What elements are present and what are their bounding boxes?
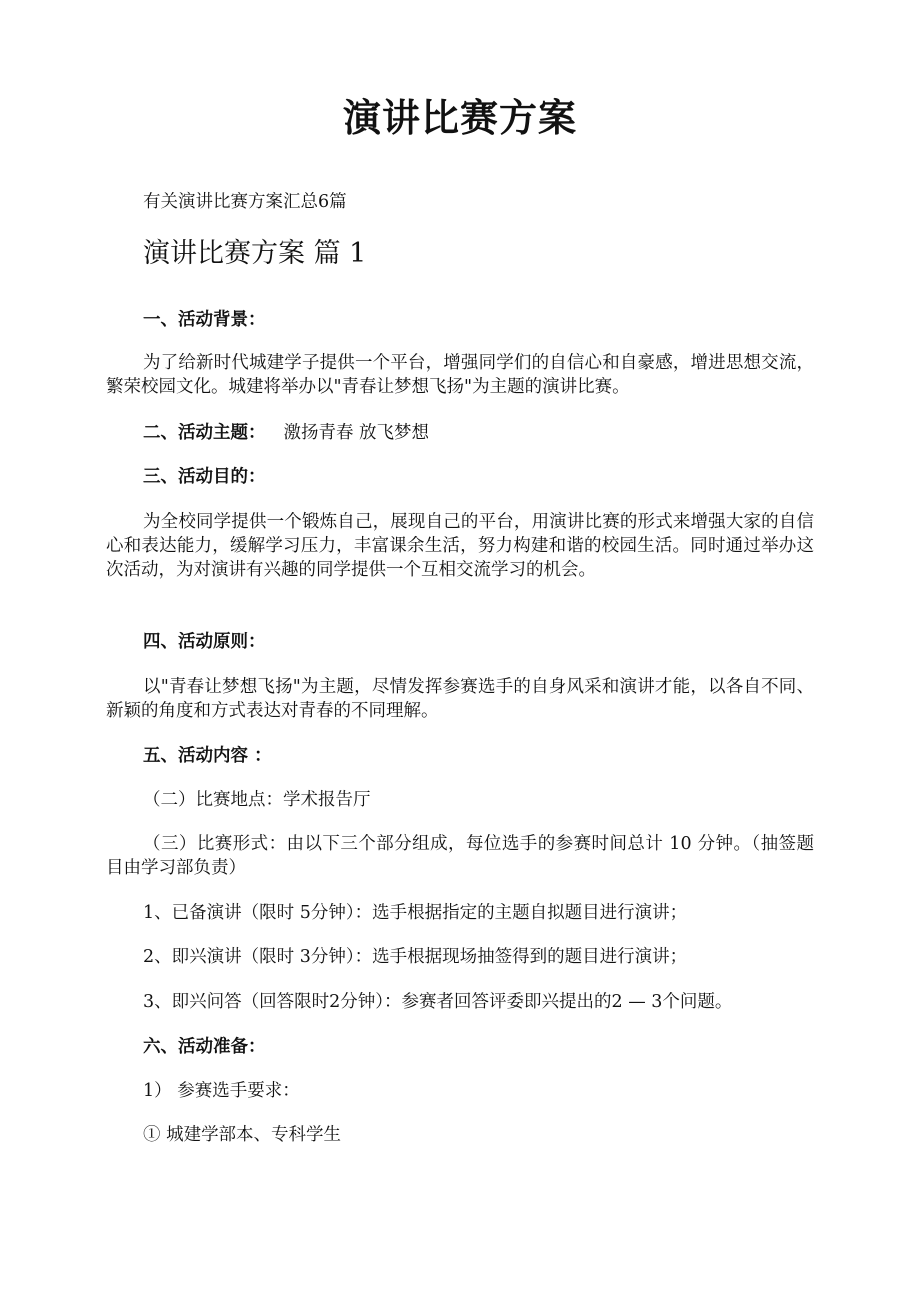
paragraph-purpose: 为全校同学提供一个锻炼自己，展现自己的平台，用演讲比赛的形式来增强大家的自信心和表达能力，缓解学习压力，丰富课余生活，努力构建和谐的校园生活。同时通过举办这次活动，为对演讲有兴趣的同学提供一个互相交流学习的机会。 <box>106 512 814 580</box>
heading-principles: 四、活动原则： <box>143 632 266 652</box>
heading-preparation: 六、活动准备： <box>143 1037 266 1057</box>
theme-value: 激扬青春 放飞梦想 <box>283 423 430 443</box>
paragraph-background: 为了给新时代城建学子提供一个平台，增强同学们的自信心和自豪感，增进思想交流，繁荣校园文化。城建将举办以"青春让梦想飞扬"为主题的演讲比赛。 <box>106 353 814 397</box>
intro-line: 有关演讲比赛方案汇总6篇 <box>143 192 347 212</box>
heading-purpose: 三、活动目的： <box>143 467 266 487</box>
step-prepared-speech: 1、已备演讲（限时 5分钟）：选手根据指定的主题自拟题目进行演讲； <box>143 903 688 923</box>
heading-theme-label: 二、活动主题： <box>143 423 266 443</box>
document-title: 演讲比赛方案 <box>342 95 577 140</box>
prep-requirement-item: ① 城建学部本、专科学生 <box>143 1125 342 1145</box>
heading-background: 一、活动背景： <box>143 310 266 330</box>
heading-theme <box>143 421 429 445</box>
step-impromptu-qa: 3、即兴问答（回答限时2分钟）：参赛者回答评委即兴提出的2 — 3个问题。 <box>143 992 733 1012</box>
prep-contestant-requirements: 1） 参赛选手要求： <box>143 1081 300 1101</box>
heading-content: 五、活动内容 ： <box>143 746 272 766</box>
paragraph-principles: 以"青春让梦想飞扬"为主题，尽情发挥参赛选手的自身风采和演讲才能，以各自不同、新颖的角度和方式表达对青春的不同理解。 <box>106 677 814 721</box>
item-venue: （二）比赛地点：学术报告厅 <box>143 790 371 810</box>
item-format: （三）比赛形式：由以下三个部分组成，每位选手的参赛时间总计 10 分钟。（抽签题目由学习部负责） <box>106 834 814 878</box>
step-impromptu-speech: 2、即兴演讲（限时 3分钟）：选手根据现场抽签得到的题目进行演讲； <box>143 947 688 967</box>
section-title: 演讲比赛方案 篇 1 <box>143 238 367 269</box>
